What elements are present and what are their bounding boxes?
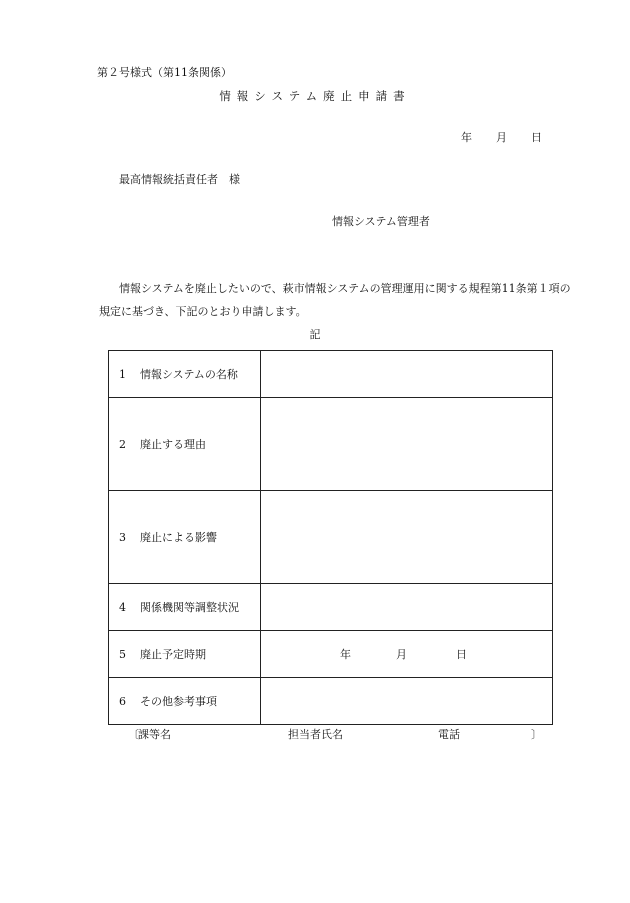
item-label: 廃止予定時期 [140,648,206,661]
date-month-label: 月 [496,131,507,144]
item-label-cell [109,491,261,584]
form-number: 第２号様式（第11条関係） [97,66,232,79]
item-number: 3 [119,531,126,544]
date-year-label: 年 [461,131,472,144]
item-label-cell [109,678,261,725]
item-number: 4 [119,601,126,614]
item-number: 2 [119,438,126,451]
item-label: 情報システムの名称 [140,368,238,381]
ki-heading: 記 [309,328,321,341]
table-row [109,351,553,398]
footer-close-bracket: 〕 [531,728,542,741]
item-label: 廃止する理由 [140,438,206,451]
item-label: 廃止による影響 [140,531,217,544]
schedule-day-label: 日 [456,648,467,661]
item-label-cell [109,584,261,631]
item-label-cell [109,631,261,678]
footer-open-bracket: 〔 [128,728,139,741]
addressee: 最高情報統括責任者 様 [119,173,240,186]
person-in-charge-label: 担当者氏名 [288,728,343,741]
date-day-label: 日 [531,131,542,144]
table-row [109,398,553,491]
items-table [108,350,553,725]
other-notes-field[interactable] [261,678,553,725]
table-row [109,678,553,725]
item-label: 関係機関等調整状況 [140,601,239,614]
document-title: 情報システム廃止申請書 [219,89,411,103]
reason-field[interactable] [261,398,553,491]
coordination-status-field[interactable] [261,584,553,631]
department-label: 課等名 [138,728,171,741]
scheduled-date-field[interactable] [261,631,553,678]
schedule-year-label: 年 [340,648,351,661]
system-name-field[interactable] [261,351,553,398]
item-number: 1 [119,368,126,381]
table-row [109,491,553,584]
contact-footer [128,728,548,742]
body-text: 情報システムを廃止したいので、萩市情報システムの管理運用に関する規程第11条第１項の規定に基づき、下記のとおり申請します。 [99,282,571,318]
table-row [109,631,553,678]
item-label: その他参考事項 [140,695,217,708]
table-row [109,584,553,631]
applicant-title: 情報システム管理者 [332,215,430,228]
schedule-month-label: 月 [396,648,407,661]
impact-field[interactable] [261,491,553,584]
item-label-cell [109,351,261,398]
phone-label: 電話 [438,728,460,741]
item-number: 5 [119,648,126,661]
item-label-cell [109,398,261,491]
item-number: 6 [119,695,126,708]
